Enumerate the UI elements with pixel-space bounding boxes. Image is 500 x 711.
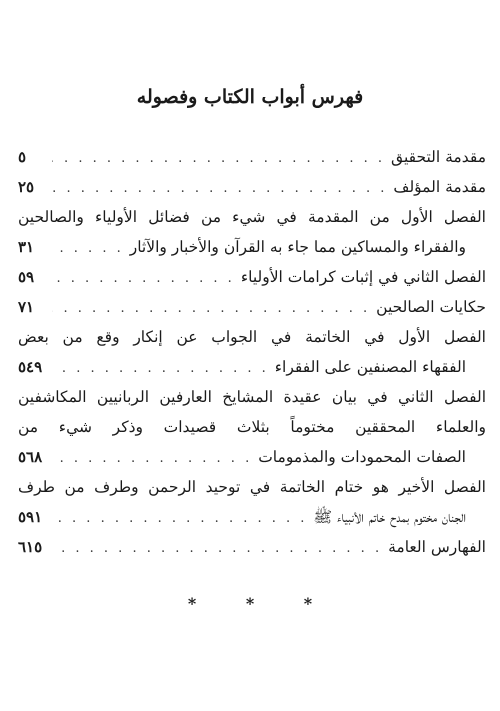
toc-entry-text: مقدمة المؤلف [393, 178, 486, 196]
leader-dots [52, 144, 385, 174]
toc-entry-text: الفصل الثاني في بيان عقيدة المشايخ العارفين الربانيين المكاشفين [18, 388, 486, 406]
toc-entry-text: الفهارس العامة [388, 538, 486, 556]
toc-entry-line [18, 442, 486, 472]
toc-page-number: ٢٥ [18, 178, 35, 196]
toc-entry-line [18, 262, 486, 292]
toc-entry-text: الجنان مختوم بمدح خاتم الأنبياء ﷺ [313, 508, 466, 526]
toc-entry-line [18, 532, 486, 562]
toc-entry-text: الفصل الثاني في إثبات كرامات الأولياء [240, 268, 486, 286]
toc-entry-line [18, 352, 486, 382]
toc-entry-line [18, 232, 486, 262]
toc-entry-line [18, 502, 486, 532]
toc-entry-text: الفصل الأول من المقدمة في شيء من فضائل الأولياء والصالحين [18, 208, 486, 226]
leader-dots [52, 264, 235, 294]
table-of-contents [18, 142, 486, 562]
end-ornament: * * * [187, 594, 335, 613]
toc-entry-text: والفقراء والمساكين مما جاء به القرآن والأخبار والآثار [129, 238, 466, 256]
toc-entry-text: الفصل الأول في الخاتمة في الجواب عن إنكار وقع من بعض [18, 328, 486, 346]
leader-dots [52, 354, 269, 384]
page-title: فهرس أبواب الكتاب وفصوله [136, 86, 364, 108]
toc-page-number: ٧١ [18, 298, 35, 316]
toc-entry-line [18, 292, 486, 322]
toc-entry-text: الفصل الأخير هو ختام الخاتمة في توحيد الرحمن وطرف من طرف [18, 478, 486, 496]
leader-dots [52, 174, 387, 204]
toc-entry-text: مقدمة التحقيق [391, 148, 486, 166]
toc-page-number: ٥٤٩ [18, 358, 43, 376]
toc-page-number: ٥٩١ [18, 508, 43, 526]
toc-page-number: ٣١ [18, 238, 35, 256]
leader-dots [52, 444, 252, 474]
leader-dots [52, 534, 382, 564]
toc-page-number: ٥٦٨ [18, 448, 43, 466]
toc-entry-line [18, 172, 486, 202]
toc-entry-text: الصفات المحمودات والمذمومات [258, 448, 466, 466]
toc-entry-line [18, 142, 486, 172]
toc-page-number: ٥٩ [18, 268, 35, 286]
toc-page-number: ٥ [18, 148, 27, 166]
toc-entry-text: حكايات الصالحين [376, 298, 486, 316]
leader-dots [52, 294, 370, 324]
leader-dots [52, 234, 124, 264]
toc-entry-text: والعلماء المحققين مختوماً بثلاث قصيدات وذكر شيء من [18, 418, 486, 436]
leader-dots [52, 504, 307, 534]
toc-entry-text: الفقهاء المصنفين على الفقراء [274, 358, 466, 376]
toc-page-number: ٦١٥ [18, 538, 43, 556]
